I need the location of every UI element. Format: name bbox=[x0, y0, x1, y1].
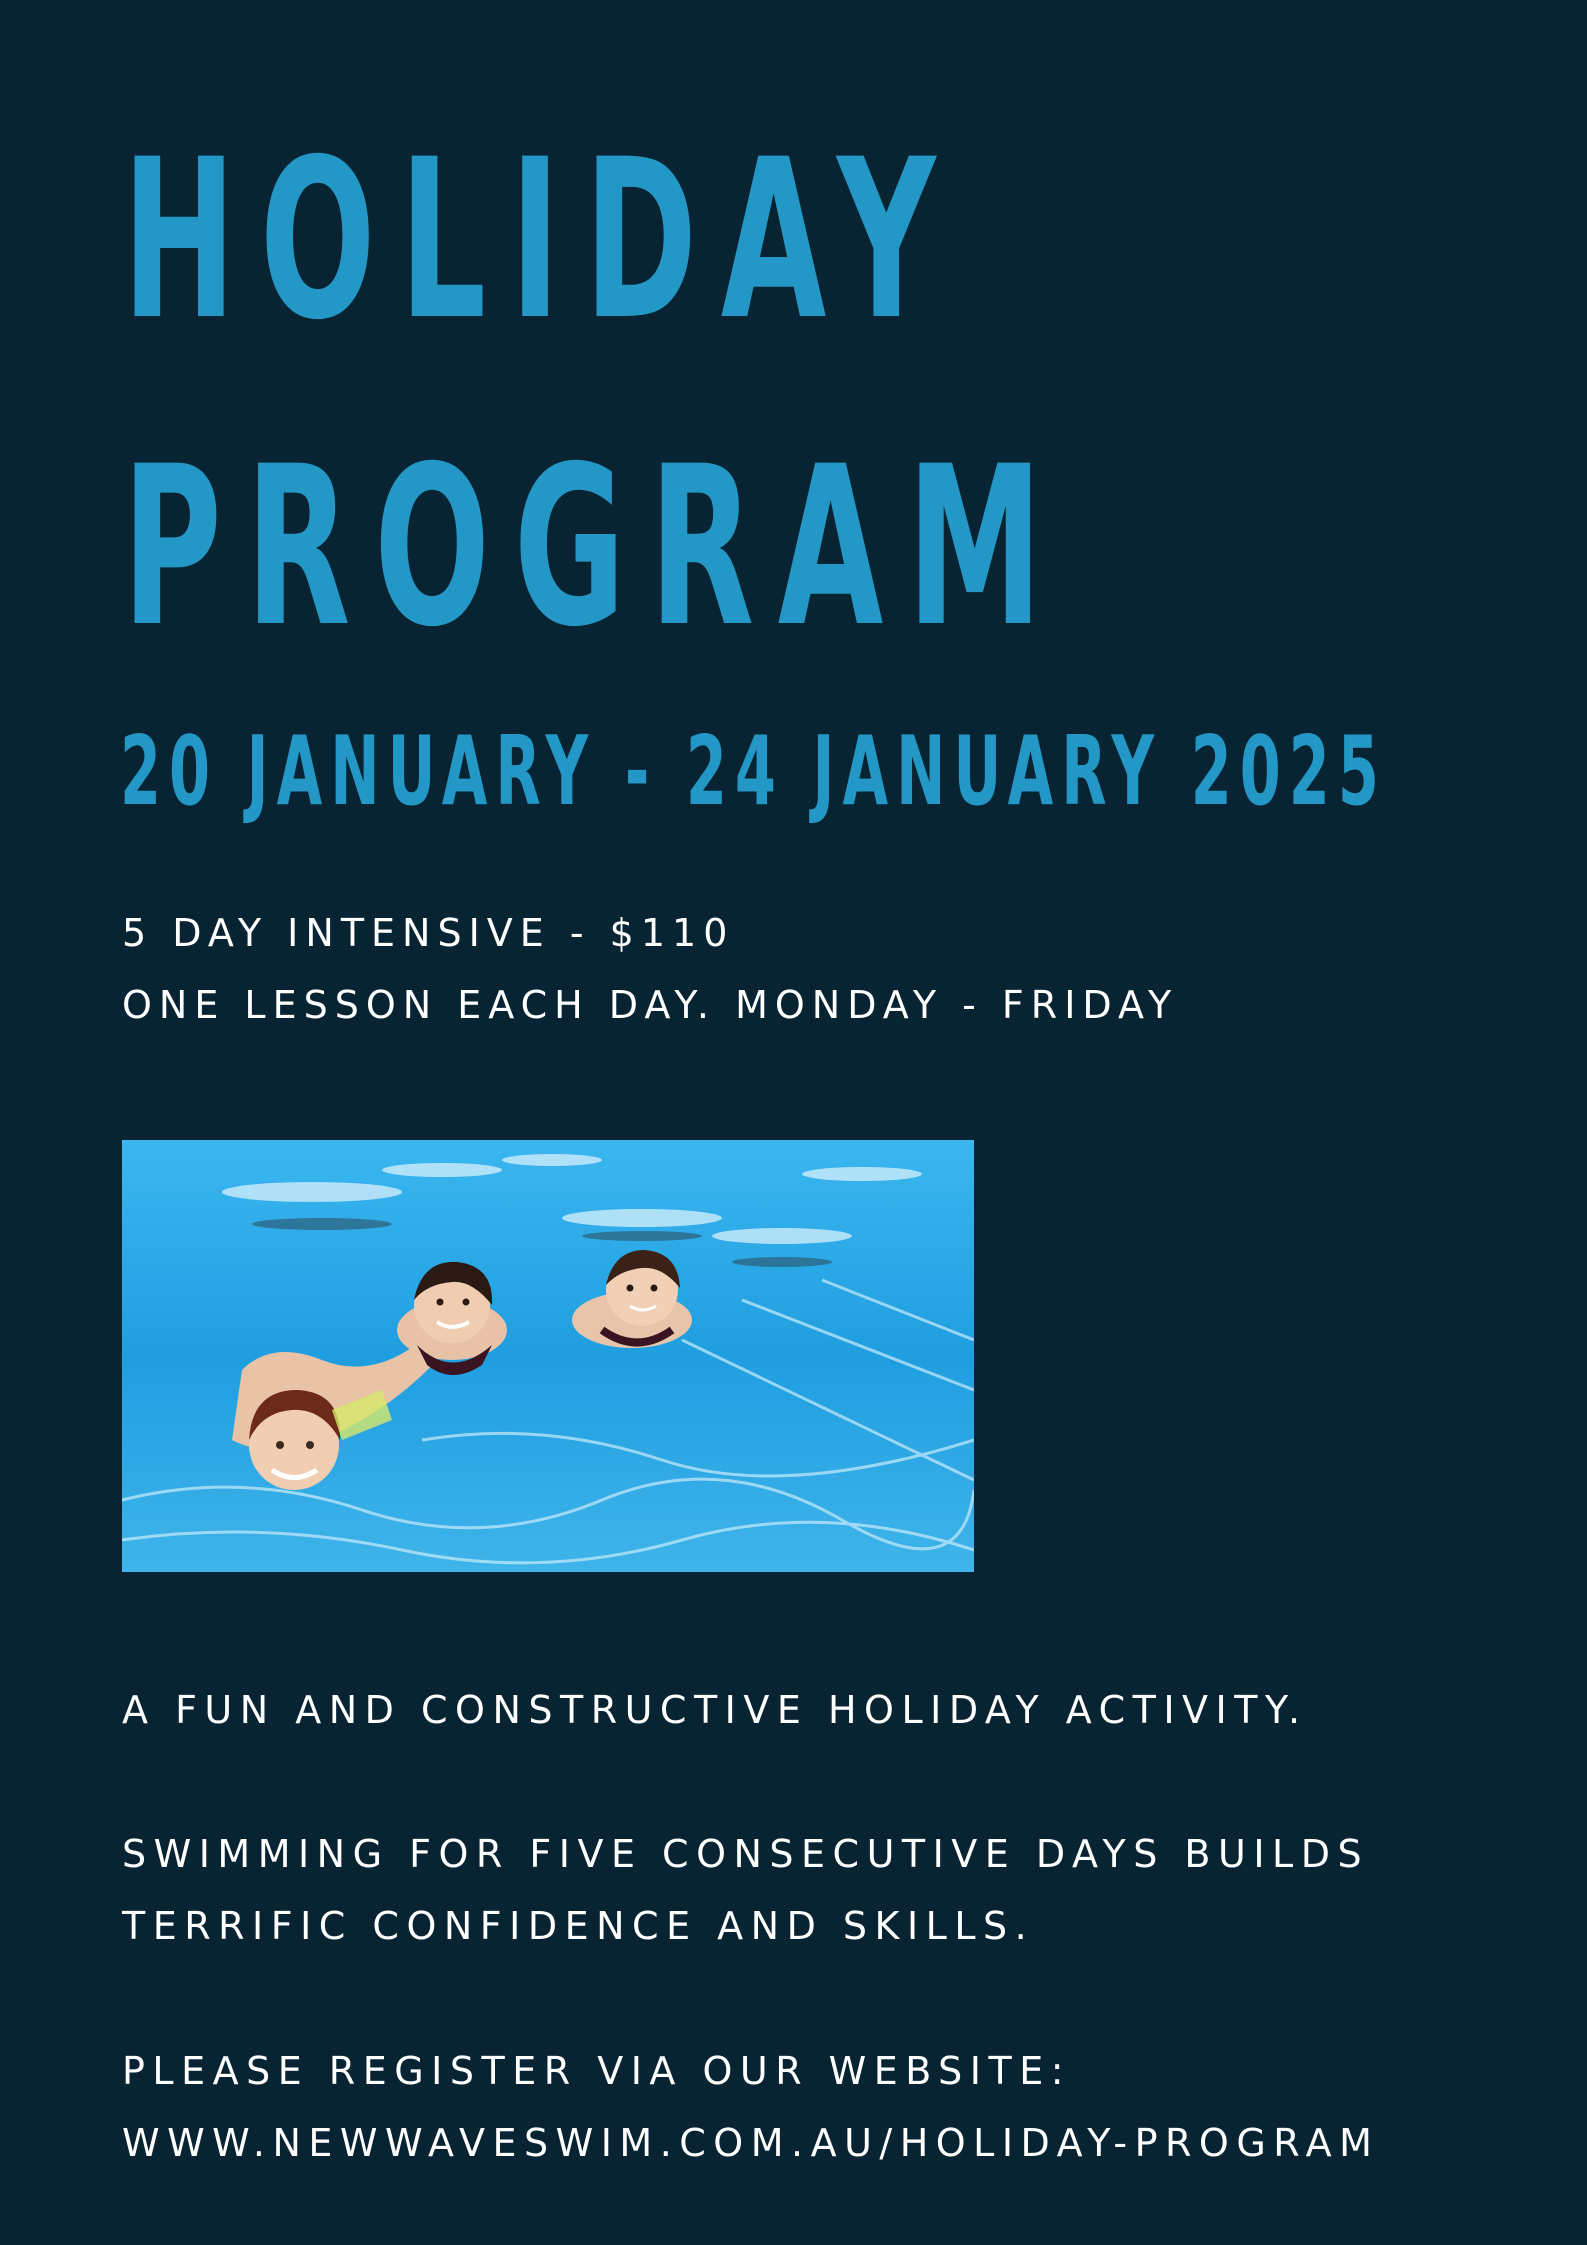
fun-activity-text: A FUN AND CONSTRUCTIVE HOLIDAY ACTIVITY. bbox=[122, 1688, 1308, 1732]
title-holiday: HOLIDAY bbox=[122, 112, 960, 368]
title-program: PROGRAM bbox=[122, 419, 1067, 675]
program-dates: 20 JANUARY - 24 JANUARY 2025 bbox=[120, 717, 1387, 827]
benefit-text-line1: SWIMMING FOR FIVE CONSECUTIVE DAYS BUILDS bbox=[122, 1832, 1370, 1876]
swimmers-photo bbox=[122, 1140, 974, 1572]
website-link[interactable]: WWW.NEWWAVESWIM.COM.AU/HOLIDAY-PROGRAM bbox=[122, 2121, 1380, 2165]
lesson-schedule: ONE LESSON EACH DAY. MONDAY - FRIDAY bbox=[122, 983, 1179, 1027]
underwater-swimmers-image bbox=[122, 1140, 974, 1572]
register-prompt: PLEASE REGISTER VIA OUR WEBSITE: bbox=[122, 2049, 1072, 2093]
benefit-text-line2: TERRIFIC CONFIDENCE AND SKILLS. bbox=[122, 1904, 1035, 1948]
intensive-price: 5 DAY INTENSIVE - $110 bbox=[122, 911, 735, 955]
